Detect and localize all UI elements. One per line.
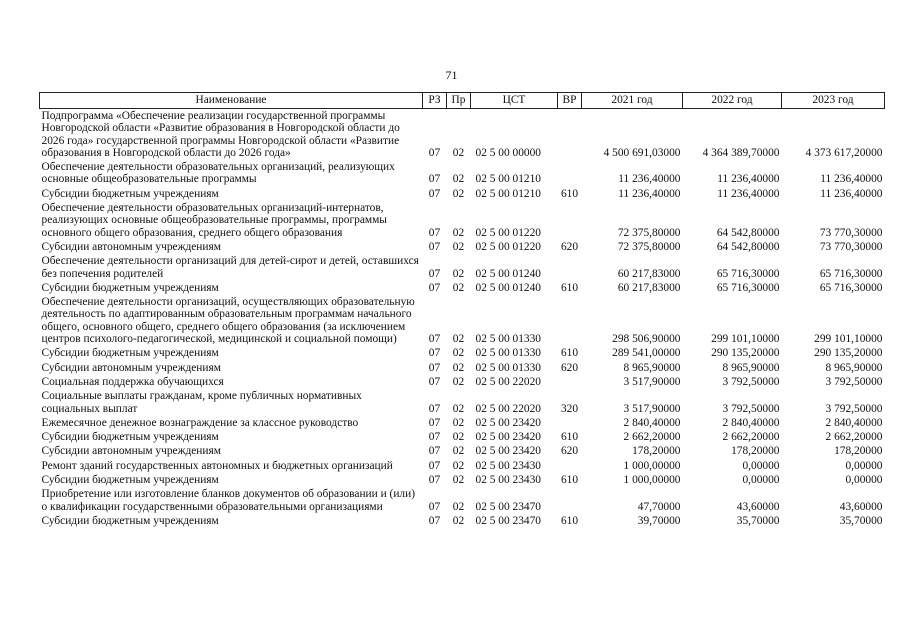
cell-2023: 0,00000 [845, 474, 883, 487]
cell-name: Ежемесячное денежное вознаграждение за классное руководство [41, 416, 359, 429]
cell-cst: 02 5 00 01240 [475, 267, 541, 280]
cell-rz: 07 [428, 514, 441, 527]
cell-2023: 65 716,30000 [819, 281, 883, 294]
cell-cst: 02 5 00 23470 [475, 500, 541, 513]
cell-2021: 3 517,90000 [623, 375, 681, 388]
header-pr: Пр [447, 93, 471, 109]
cell-vr: 620 [560, 240, 579, 253]
table-row [40, 389, 885, 416]
cell-rz: 07 [428, 226, 441, 239]
table-body [40, 109, 885, 529]
cell-2022: 2 662,20000 [722, 431, 780, 444]
cell-vr [558, 160, 582, 187]
cell-pr: 02 [452, 173, 465, 186]
table-row [40, 361, 885, 375]
cell-pr: 02 [452, 514, 465, 527]
cell-rz: 07 [428, 146, 441, 159]
cell-rz: 07 [428, 431, 441, 444]
cell-2021: 47,70000 [637, 500, 681, 513]
cell-2021: 3 517,90000 [623, 402, 681, 415]
cell-rz: 07 [428, 281, 441, 294]
cell-pr: 02 [452, 187, 465, 200]
cell-rz: 07 [428, 402, 441, 415]
cell-2022: 178,20000 [731, 445, 780, 458]
table-row [40, 201, 885, 240]
cell-2021: 289 541,00000 [612, 347, 681, 360]
cell-2021: 60 217,83000 [617, 281, 681, 294]
cell-name: Приобретение или изготовление бланков документов об образовании и (или) о квалификации государственными образовательными организациями [41, 488, 415, 513]
cell-2022: 64 542,80000 [716, 226, 780, 239]
cell-2023: 4 373 617,20000 [805, 146, 883, 159]
cell-2022: 0,00000 [742, 474, 780, 487]
cell-2022: 65 716,30000 [716, 267, 780, 280]
cell-2021: 2 662,20000 [623, 431, 681, 444]
cell-cst: 02 5 00 01220 [475, 226, 541, 239]
cell-vr: 320 [560, 402, 579, 415]
cell-cst: 02 5 00 01210 [475, 173, 541, 186]
cell-name: Обеспечение деятельности организаций, осуществляющих образовательную деятельность по адаптированным образовательным программам начального общего, основного общего, среднего общего образования (за исключением центров психолого-педагогической, медицинской и социальной помощи) [41, 296, 415, 346]
cell-pr: 02 [452, 459, 465, 472]
cell-pr: 02 [452, 240, 465, 253]
table-row [40, 459, 885, 473]
cell-2023: 290 135,20000 [814, 347, 883, 360]
cell-vr [558, 109, 582, 161]
cell-2021: 72 375,80000 [617, 240, 681, 253]
cell-cst: 02 5 00 00000 [475, 146, 541, 159]
table-row [40, 430, 885, 444]
table-row [40, 473, 885, 487]
cell-2022: 299 101,10000 [711, 333, 780, 346]
cell-2021: 72 375,80000 [617, 226, 681, 239]
cell-pr: 02 [452, 474, 465, 487]
cell-pr: 02 [452, 445, 465, 458]
cell-2021: 2 840,40000 [623, 416, 681, 429]
table-row [40, 375, 885, 389]
cell-2021: 39,70000 [637, 514, 681, 527]
cell-name: Субсидии бюджетным учреждениям [41, 514, 219, 527]
cell-name: Социальные выплаты гражданам, кроме публичных нормативных социальных выплат [41, 390, 362, 415]
page-number: 71 [445, 68, 458, 82]
cell-rz: 07 [428, 445, 441, 458]
cell-pr: 02 [452, 361, 465, 374]
cell-vr [558, 201, 582, 240]
cell-pr: 02 [452, 375, 465, 388]
cell-2022: 0,00000 [742, 459, 780, 472]
cell-2022: 3 792,50000 [722, 375, 780, 388]
table-row [40, 346, 885, 360]
cell-pr: 02 [452, 146, 465, 159]
cell-pr: 02 [452, 226, 465, 239]
cell-cst: 02 5 00 01240 [475, 281, 541, 294]
cell-rz: 07 [428, 459, 441, 472]
table-row [40, 160, 885, 187]
cell-2022: 3 792,50000 [722, 402, 780, 415]
cell-vr: 610 [560, 431, 579, 444]
cell-2023: 43,60000 [839, 500, 883, 513]
cell-name: Субсидии бюджетным учреждениям [41, 347, 219, 360]
cell-rz: 07 [428, 187, 441, 200]
cell-2022: 290 135,20000 [711, 347, 780, 360]
cell-name: Субсидии автономным учреждениям [41, 240, 221, 253]
cell-2022: 64 542,80000 [716, 240, 780, 253]
cell-2022: 4 364 389,70000 [702, 146, 780, 159]
cell-rz: 07 [428, 333, 441, 346]
cell-rz: 07 [428, 474, 441, 487]
cell-name: Обеспечение деятельности образовательных организаций, реализующих основные общеобразовательные программы [41, 161, 395, 186]
cell-2021: 1 000,00000 [623, 474, 681, 487]
cell-vr [558, 416, 582, 430]
cell-pr: 02 [452, 402, 465, 415]
cell-name: Субсидии автономным учреждениям [41, 361, 221, 374]
cell-2023: 0,00000 [845, 459, 883, 472]
cell-cst: 02 5 00 01330 [475, 333, 541, 346]
cell-name: Субсидии бюджетным учреждениям [41, 187, 219, 200]
cell-name: Ремонт зданий государственных автономных и бюджетных организаций [41, 459, 393, 472]
cell-rz: 07 [428, 173, 441, 186]
table-row [40, 240, 885, 254]
cell-rz: 07 [428, 347, 441, 360]
cell-2023: 73 770,30000 [819, 226, 883, 239]
cell-2023: 2 840,40000 [825, 416, 883, 429]
cell-vr [558, 459, 582, 473]
header-2022: 2022 год [683, 93, 782, 109]
header-cst: ЦСТ [471, 93, 558, 109]
cell-cst: 02 5 00 01330 [475, 361, 541, 374]
header-name: Наименование [40, 93, 423, 109]
cell-pr: 02 [452, 281, 465, 294]
cell-rz: 07 [428, 240, 441, 253]
cell-cst: 02 5 00 01210 [475, 187, 541, 200]
cell-2023: 2 662,20000 [825, 431, 883, 444]
header-2023: 2023 год [782, 93, 885, 109]
cell-cst: 02 5 00 22020 [475, 375, 541, 388]
header-vr: ВР [558, 93, 582, 109]
cell-2022: 2 840,40000 [722, 416, 780, 429]
cell-2023: 8 965,90000 [825, 361, 883, 374]
cell-rz: 07 [428, 500, 441, 513]
cell-2022: 11 236,40000 [717, 187, 780, 200]
cell-rz: 07 [428, 416, 441, 429]
cell-pr: 02 [452, 347, 465, 360]
cell-2021: 178,20000 [632, 445, 681, 458]
cell-2022: 43,60000 [736, 500, 780, 513]
table-row [40, 254, 885, 281]
cell-name: Обеспечение деятельности образовательных организаций-интернатов, реализующих основные общеобразовательные программы, программы основного общего образования, среднего общего образования [41, 202, 387, 239]
cell-vr: 610 [560, 474, 579, 487]
cell-2023: 11 236,40000 [820, 187, 883, 200]
cell-2021: 8 965,90000 [623, 361, 681, 374]
cell-vr [558, 375, 582, 389]
cell-2023: 299 101,10000 [814, 333, 883, 346]
cell-name: Субсидии бюджетным учреждениям [41, 281, 219, 294]
cell-cst: 02 5 00 23420 [475, 416, 541, 429]
cell-rz: 07 [428, 375, 441, 388]
cell-vr [558, 487, 582, 514]
table-row [40, 487, 885, 514]
cell-cst: 02 5 00 23430 [475, 459, 541, 472]
cell-2021: 60 217,83000 [617, 267, 681, 280]
cell-cst: 02 5 00 23430 [475, 474, 541, 487]
cell-pr: 02 [452, 267, 465, 280]
cell-pr: 02 [452, 416, 465, 429]
cell-2023: 11 236,40000 [820, 173, 883, 186]
cell-vr [558, 295, 582, 346]
cell-2023: 73 770,30000 [819, 240, 883, 253]
cell-rz: 07 [428, 267, 441, 280]
cell-2022: 35,70000 [736, 514, 780, 527]
cell-2021: 1 000,00000 [623, 459, 681, 472]
cell-2021: 11 236,40000 [618, 187, 681, 200]
cell-name: Социальная поддержка обучающихся [41, 375, 224, 388]
cell-2023: 3 792,50000 [825, 402, 883, 415]
header-2021: 2021 год [582, 93, 683, 109]
cell-2021: 298 506,90000 [612, 333, 681, 346]
table-row [40, 444, 885, 458]
cell-cst: 02 5 00 01220 [475, 240, 541, 253]
cell-vr: 610 [560, 281, 579, 294]
cell-2022: 8 965,90000 [722, 361, 780, 374]
budget-table [39, 92, 885, 528]
cell-2021: 11 236,40000 [618, 173, 681, 186]
cell-vr: 610 [560, 187, 579, 200]
cell-name: Подпрограмма «Обеспечение реализации государственной программы Новгородской области «Развитие образования в Новгородской области до 2026 года» государственной программы Новгородской области «Развитие образования в Новгородской области до 2026 года» [41, 110, 400, 159]
table-row [40, 416, 885, 430]
cell-cst: 02 5 00 23420 [475, 445, 541, 458]
cell-cst: 02 5 00 23420 [475, 431, 541, 444]
cell-vr [558, 254, 582, 281]
table-row [40, 281, 885, 295]
cell-2023: 3 792,50000 [825, 375, 883, 388]
table-row [40, 109, 885, 161]
table-row [40, 187, 885, 201]
cell-2023: 65 716,30000 [819, 267, 883, 280]
cell-2021: 4 500 691,03000 [603, 146, 681, 159]
cell-vr: 610 [560, 514, 579, 527]
cell-vr: 620 [560, 361, 579, 374]
table-header-row [40, 93, 885, 109]
cell-2023: 35,70000 [839, 514, 883, 527]
cell-name: Субсидии бюджетным учреждениям [41, 431, 219, 444]
cell-cst: 02 5 00 01330 [475, 347, 541, 360]
cell-2022: 65 716,30000 [716, 281, 780, 294]
cell-2022: 11 236,40000 [717, 173, 780, 186]
cell-vr: 610 [560, 347, 579, 360]
header-rz: РЗ [423, 93, 447, 109]
cell-name: Субсидии автономным учреждениям [41, 445, 221, 458]
cell-name: Обеспечение деятельности организаций для детей-сирот и детей, оставшихся без попечения родителей [41, 255, 419, 280]
table-row [40, 295, 885, 346]
cell-cst: 02 5 00 22020 [475, 402, 541, 415]
cell-pr: 02 [452, 333, 465, 346]
cell-2023: 178,20000 [834, 445, 883, 458]
cell-cst: 02 5 00 23470 [475, 514, 541, 527]
cell-name: Субсидии бюджетным учреждениям [41, 474, 219, 487]
cell-pr: 02 [452, 500, 465, 513]
cell-pr: 02 [452, 431, 465, 444]
cell-rz: 07 [428, 361, 441, 374]
cell-vr: 620 [560, 445, 579, 458]
table-row [40, 514, 885, 528]
